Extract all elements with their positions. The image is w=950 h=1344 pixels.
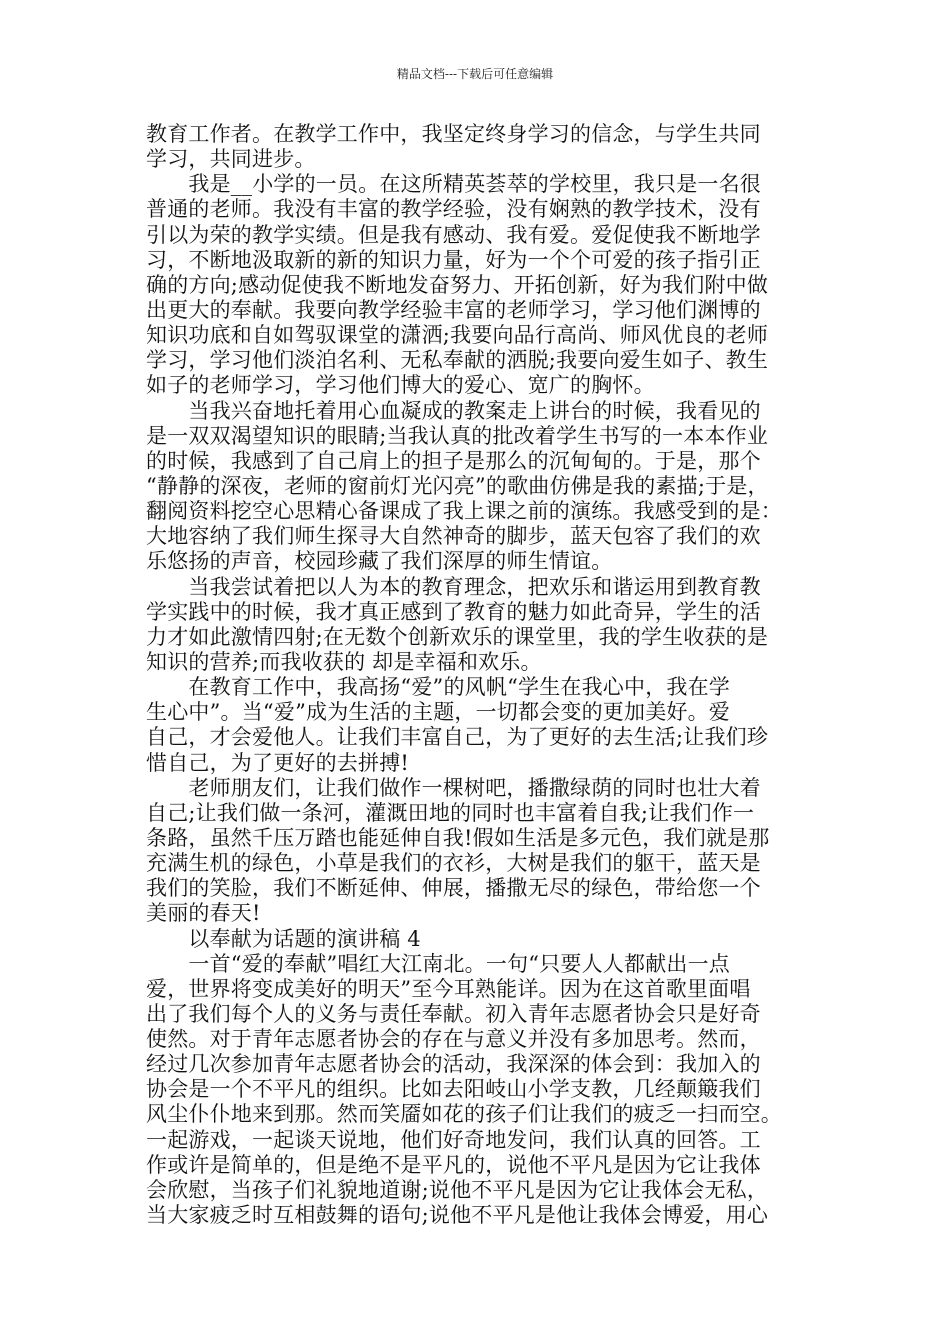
text-line: 一起游戏，一起谈天说地，他们好奇地发问，我们认真的回答。工 bbox=[146, 1127, 761, 1152]
text-line: 乐悠扬的声音，校园珍藏了我们深厚的师生情谊。 bbox=[146, 549, 613, 574]
text-line: 学习，共同进步。 bbox=[146, 147, 316, 172]
text-line: 出更大的奉献。我要向教学经验丰富的老师学习，学习他们渊博的 bbox=[146, 297, 761, 322]
text-line: 使然。对于青年志愿者协会的存在与意义并没有多加思考。然而， bbox=[146, 1027, 761, 1052]
text-line: 学习，学习他们淡泊名利、无私奉献的洒脱;我要向爱生如子、教生 bbox=[146, 348, 769, 373]
text-line: 出了我们每个人的义务与责任奉献。初入青年志愿者协会只是好奇 bbox=[146, 1001, 761, 1026]
text-line: 一首“爱的奉献”唱红大江南北。一句“只要人人都献出一点 bbox=[146, 951, 731, 976]
section-heading: 以奉献为话题的演讲稿 4 bbox=[146, 926, 421, 951]
text-line: 习，不断地汲取新的新的知识力量，好为一个个可爱的孩子指引正 bbox=[146, 247, 761, 272]
text-line: “静静的深夜，老师的窗前灯光闪亮”的歌曲仿佛是我的素描;于是， bbox=[146, 473, 769, 498]
text-line: 协会是一个不平凡的组织。比如去阳岐山小学支教，几经颠簸我们 bbox=[146, 1077, 761, 1102]
text-line: 老师朋友们，让我们做作一棵树吧，播撒绿荫的同时也壮大着 bbox=[146, 775, 761, 800]
text-line: 作或许是简单的，但是绝不是平凡的，说他不平凡是因为它让我体 bbox=[146, 1152, 761, 1177]
text-line: 知识功底和自如驾驭课堂的潇洒;我要向品行高尚、师风优良的老师 bbox=[146, 323, 769, 348]
text-line: 生心中”。当“爱”成为生活的主题，一切都会变的更加美好。爱 bbox=[146, 700, 731, 725]
text-line: 自己;让我们做一条河，灌溉田地的同时也丰富着自我;让我们作一 bbox=[146, 800, 755, 825]
text-line: 翻阅资料挖空心思精心备课成了我上课之前的演练。我感受到的是： bbox=[146, 499, 782, 524]
text-line: 当我尝试着把以人为本的教育理念，把欢乐和谐运用到教育教 bbox=[146, 574, 761, 599]
text-line: 学实践中的时候，我才真正感到了教育的魅力如此奇异，学生的活 bbox=[146, 599, 761, 624]
text-line: 经过几次参加青年志愿者协会的活动，我深深的体会到：我加入的 bbox=[146, 1052, 761, 1077]
document-body bbox=[146, 122, 826, 1228]
page-header: 精品文档---下载后可任意编辑 bbox=[396, 67, 554, 81]
text-line: 引以为荣的教学实绩。但是我有感动、我有爱。爱促使我不断地学 bbox=[146, 222, 761, 247]
text-line: 是一双双渴望知识的眼睛;当我认真的批改着学生书写的一本本作业 bbox=[146, 423, 769, 448]
text-line: 风尘仆仆地来到那。然而笑靥如花的孩子们让我们的疲乏一扫而空。 bbox=[146, 1102, 782, 1127]
text-line: 确的方向;感动促使我不断地发奋努力、开拓创新，好为我们附中做 bbox=[146, 272, 769, 297]
text-line: 充满生机的绿色，小草是我们的衣衫，大树是我们的躯干，蓝天是 bbox=[146, 851, 761, 876]
text-line: 会欣慰，当孩子们礼貌地道谢;说他不平凡是因为它让我体会无私， bbox=[146, 1177, 769, 1202]
text-line: 美丽的春天! bbox=[146, 901, 261, 926]
text-line: 的时候，我感到了自己肩上的担子是那么的沉甸甸的。于是，那个 bbox=[146, 448, 761, 473]
text-line: 如子的老师学习，学习他们博大的爱心、宽广的胸怀。 bbox=[146, 373, 655, 398]
text-line: 当我兴奋地托着用心血凝成的教案走上讲台的时候，我看见的 bbox=[146, 398, 761, 423]
text-line: 知识的营养;而我收获的 却是幸福和欢乐。 bbox=[146, 649, 542, 674]
text-line: 力才如此激情四射;在无数个创新欢乐的课堂里，我的学生收获的是 bbox=[146, 624, 769, 649]
text-line: 教育工作者。在教学工作中，我坚定终身学习的信念，与学生共同 bbox=[146, 122, 761, 146]
text-line: 自己，才会爱他人。让我们丰富自己，为了更好的去生活;让我们珍 bbox=[146, 725, 769, 750]
text-line: 我是__小学的一员。在这所精英荟萃的学校里，我只是一名很 bbox=[146, 172, 761, 197]
text-line: 在教育工作中，我高扬“爱”的风帆“学生在我心中，我在学 bbox=[146, 675, 731, 700]
text-line: 条路，虽然千压万踏也能延伸自我!假如生活是多元色，我们就是那 bbox=[146, 825, 770, 850]
text-line: 惜自己，为了更好的去拼搏! bbox=[146, 750, 410, 775]
text-line: 我们的笑脸，我们不断延伸、伸展，播撒无尽的绿色，带给您一个 bbox=[146, 876, 761, 901]
text-line: 爱，世界将变成美好的明天”至今耳熟能详。因为在这首歌里面唱 bbox=[146, 976, 751, 1001]
text-line: 当大家疲乏时互相鼓舞的语句;说他不平凡是他让我体会博爱，用心 bbox=[146, 1203, 769, 1228]
text-line: 大地容纳了我们师生探寻大自然神奇的脚步，蓝天包容了我们的欢 bbox=[146, 524, 761, 549]
text-line: 普通的老师。我没有丰富的教学经验，没有娴熟的教学技术，没有 bbox=[146, 197, 761, 222]
